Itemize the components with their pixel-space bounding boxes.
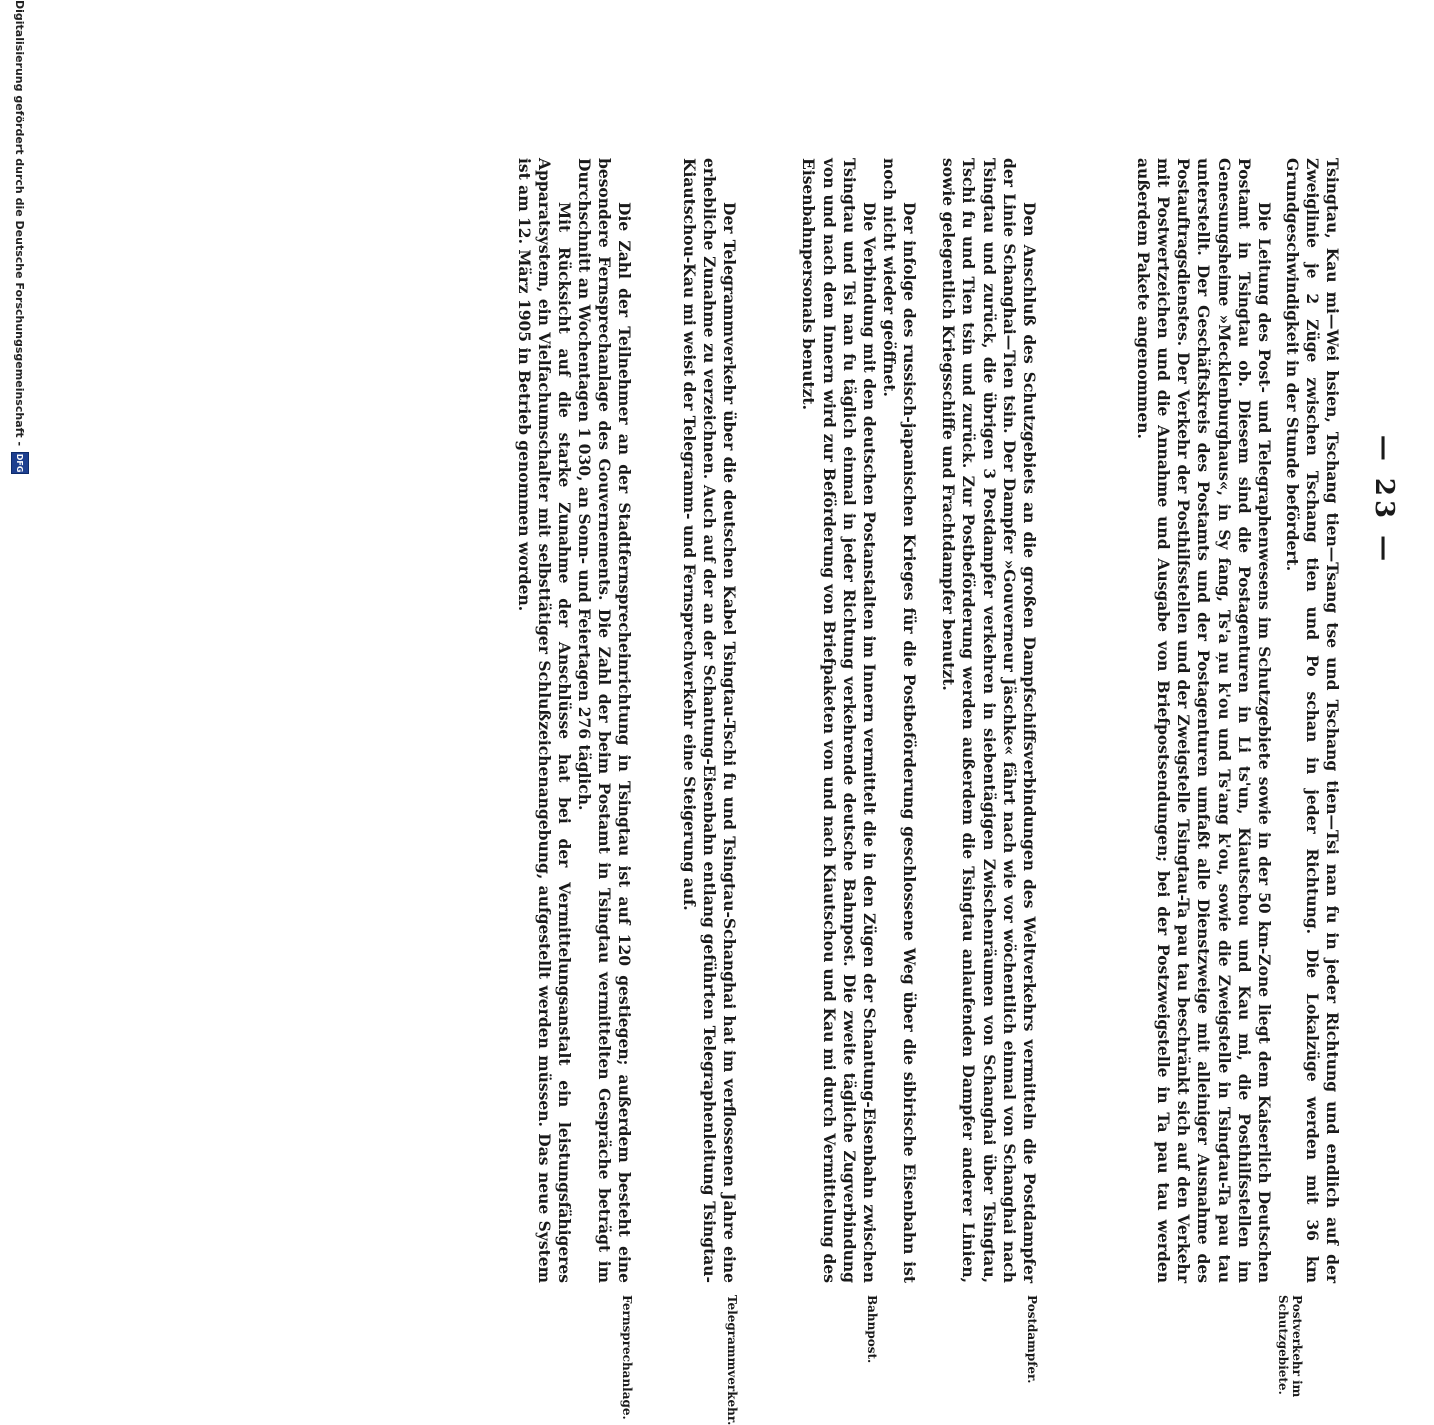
dfg-logo-icon: DFG — [11, 452, 29, 474]
margin-note-telegrammverkehr: Telegrammverkehr. — [725, 1295, 739, 1425]
paragraph-siberian-route: Der infolge des russisch-japanischen Krieges für die Postbeförderung geschlossene Weg über die sibirische Eisenbahn ist noch nicht wieder geöffnet. — [879, 158, 919, 1283]
margin-note-postverkehr: Postverkehr im Schutzgebiete. — [1276, 1295, 1304, 1398]
page-number: — 23 — — [1369, 434, 1399, 566]
paragraph-steamer-connections: Den Anschluß des Schutzgebiets an die großen Dampfschiffsverbindungen des Weltverkehrs vermitteln die Postdampfer der Linie Schanghai—Tien tsin. Der Dampfer »Gouverneur Jäschke« fährt nach wie vor wöchentlich einmal von Schanghai nach Tsingtau und zurück, die übrigen 3 Postdampfer verkehren in siebentägigen Zwischenräumen von Schanghai über Tsingtau, Tschi fu und Tien tsin und zurück. Zur Postbeförderung werden außerdem die Tsingtau anlaufenden Dampfer anderer Linien, sowie gelegentlich Kriegsschiffe und Frachtdampfer benutzt. — [939, 158, 1039, 1283]
paragraph-telegram-traffic: Der Telegrammverkehr über die deutschen Kabel Tsingtau-Tschi fu und Tsingtau-Schanghai hat im verflossenen Jahre eine erhebliche Zunahme zu verzeichnen. Auch auf der an der Schantung-Eisenbahn entlang geführten Telegraphenleitung Tsingtau-Kiautschou-Kau mi weist der Telegramm- und Fernsprechverkehr eine Steigerung auf. — [679, 158, 739, 1283]
paragraph-railway-post: Die Verbindung mit den deutschen Postanstalten im Innern vermittelt die in den Zügen der Schantung-Eisenbahn zwischen Tsingtau und Tsi nan fu täglich einmal in jeder Richtung verkehrende deutsche Bahnpost. Die zweite tägliche Zugverbindung von und nach dem Innern wird zur Beförderung von Briefpaketen von und nach Kiautschou und Kau mi durch Vermittelung des Eisenbahnpersonals benutzt. — [799, 158, 879, 1283]
digitization-footer — [9, 0, 31, 1000]
paragraph-train-schedule: Tsingtau, Kau mi—Wei hsien, Tschang tien—Tsang tse und Tschang tien—Tsi nan fu in jeder Richtung und endlich auf der Zweiglinie je 2 Züge zwischen Tschang tien und Po schan in jeder Richtung. Die Lokalzüge werden mit 36 km Grundgeschwindigkeit in der Stunde befördert. — [1282, 158, 1342, 1283]
paragraph-telephone-subscribers: Die Zahl der Teilnehmer an der Stadtfernsprecheinrichtung in Tsingtau ist auf 120 gestiegen; außerdem besteht eine besondere Fernsprechanlage des Gouvernements. Die Zahl der beim Postamt in Tsingtau vermittelten Gespräche beträgt im Durchschnitt an Wochentagen 1 030, an Sonn- und Feiertagen 276 täglich. — [574, 158, 634, 1283]
margin-note-bahnpost: Bahnpost. — [865, 1295, 879, 1364]
footer-text: Digitalisierung gefördert durch die Deutsche Forschungsgemeinschaft - — [13, 0, 27, 447]
paragraph-post-administration: Die Leitung des Post- und Telegraphenwesens im Schutzgebiete sowie in der 50 km-Zone liegt dem Kaiserlich Deutschen Postamt in Tsingtau ob. Diesem sind die Postagenturen in Li ts'un, Kiautschou und Kau mi, die Posthilfsstellen im Genesungsheime »Mecklenburghaus«, in Sy fang, Ts'a ņu k'ou und Ts'ang k'ou, sowie die Zweigstelle in Tsingtau-Ta pau tau unterstellt. Der Geschäftskreis des Postamts und der Postagenturen umfaßt alle Dienstzweige mit alleiniger Ausnahme des Postauftragsdienstes. Der Verkehr der Posthilfsstellen und der Zweigstelle Tsingtau-Ta pau tau beschränkt sich auf den Verkehr mit Postwertzeichen und die Annahme und Ausgabe von Briefpostsendungen; bei der Postzweigstelle in Ta pau tau werden außerdem Pakete angenommen. — [1133, 158, 1274, 1283]
margin-note-fernsprechanlage: Fernsprechanlage. — [620, 1295, 634, 1420]
paragraph-switchboard: Mit Rücksicht auf die starke Zunahme der Anschlüsse hat bei der Vermittelungsanstalt ein leistungsfähigeres Apparatsystem, ein Vielfachumschalter mit selbsttätiger Schlußzeichenangebung, aufgestellt werden müssen. Das neue System ist am 12. März 1905 in Betrieb genommen worden. — [514, 158, 574, 1283]
margin-note-postdampfer: Postdampfer. — [1025, 1295, 1039, 1384]
